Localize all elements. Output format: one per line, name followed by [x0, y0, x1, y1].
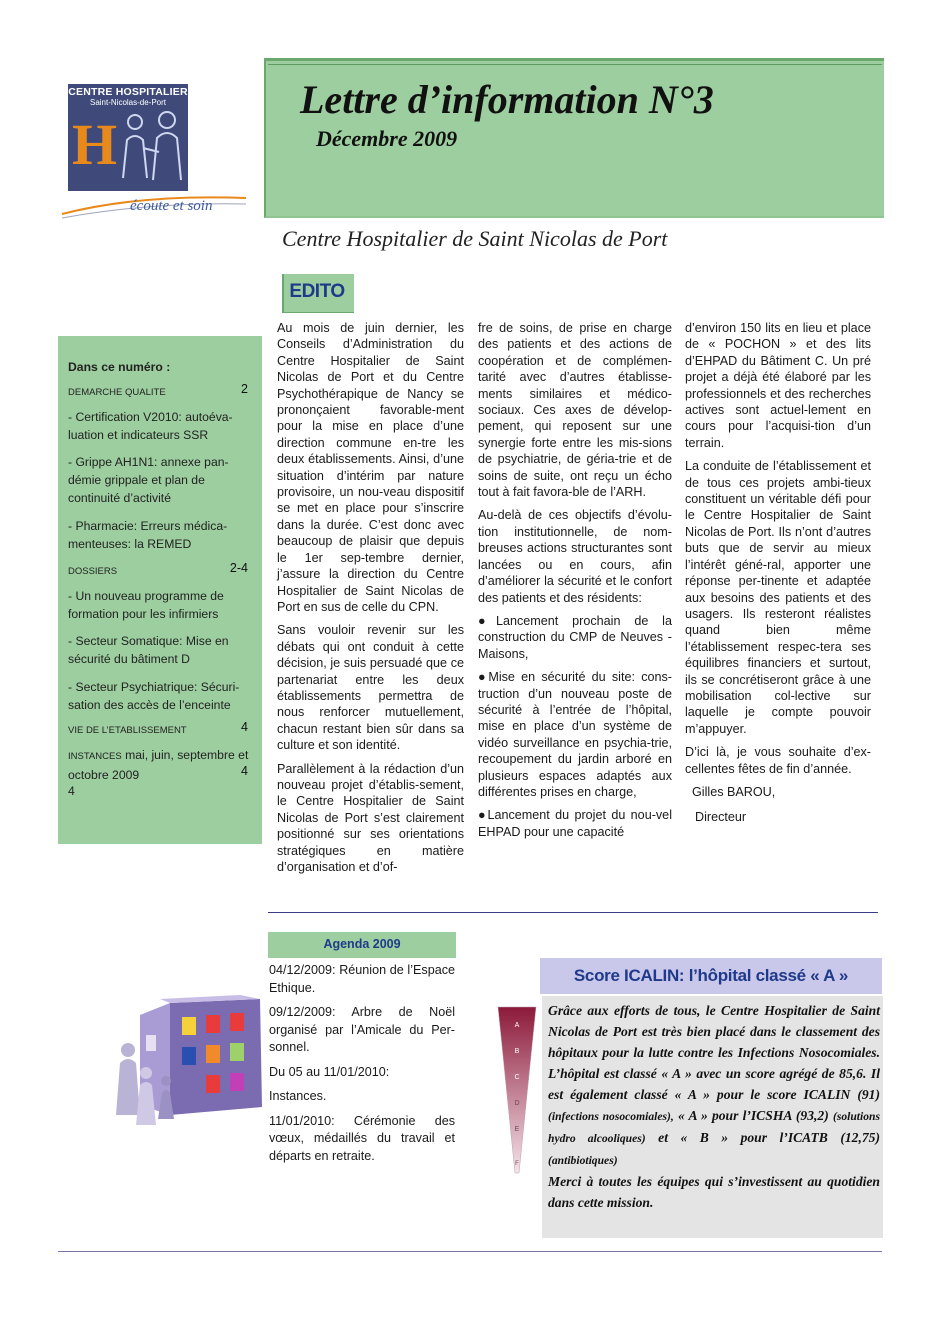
edito-label: EDITO — [289, 281, 345, 302]
agenda-text: Instances. — [269, 1089, 327, 1103]
icalin-text-part: et « B » pour l’ICATB (12,75) — [658, 1130, 881, 1145]
sidebar-section-label: VIE DE L’ETABLISSEMENT — [68, 725, 187, 736]
logo-letter-h: H — [72, 112, 118, 177]
icalin-text — [548, 1000, 880, 1213]
logo-figures-icon — [115, 108, 189, 190]
funnel-letter: E — [514, 1126, 520, 1133]
hospital-building-illustration — [110, 995, 272, 1130]
sidebar-section-page: 2 — [241, 382, 248, 396]
edito-column-3 — [685, 320, 871, 833]
icalin-text-part: (solutions hydro alcooliques) — [548, 1110, 880, 1145]
funnel-letter: A — [514, 1022, 520, 1029]
sidebar-section-label: DOSSIERS — [68, 566, 118, 577]
signature-name: Gilles BAROU, — [692, 784, 776, 799]
instances-text: mai, juin, septembre et octobre 2009 — [68, 748, 249, 782]
sidebar-item: - Certification V2010: autoéva-luation et indicateurs SSR — [68, 410, 233, 442]
funnel-letter: B — [514, 1048, 520, 1055]
edito-bullet: ●Lancement du projet du nou-vel EHPAD pour une capacité — [478, 808, 672, 839]
icalin-text-part: (infections nosocomiales), — [548, 1110, 674, 1123]
agenda-entry — [269, 1113, 455, 1166]
header-rule — [268, 64, 882, 65]
organization-name: Centre Hospitalier de Saint Nicolas de Port — [282, 226, 668, 251]
agenda-date: 11/01/2010: — [269, 1113, 335, 1128]
edito-paragraph: D’ici là, je vous souhaite d’ex-cellentes fêtes de fin d’année. — [685, 745, 871, 776]
instances-page: 4 — [241, 764, 248, 778]
logo-tagline: écoute et soin — [130, 198, 213, 214]
section-divider — [268, 912, 878, 913]
agenda-list — [269, 962, 455, 1172]
agenda-entry — [269, 1064, 455, 1082]
edito-column-2 — [478, 320, 672, 847]
sidebar-contents — [58, 336, 262, 844]
icalin-title: Score ICALIN: l’hôpital classé « A » — [573, 966, 849, 985]
footer-divider — [58, 1251, 882, 1252]
sidebar-item: - Un nouveau programme de formation pour les infirmiers — [68, 589, 224, 621]
sidebar-item: - Grippe AH1N1: annexe pan-démie grippale et plan de continuité d’activité — [68, 455, 229, 505]
agenda-text: Cérémonie des vœux, médaillés du travail et départs en retraite. — [269, 1113, 456, 1163]
funnel-letter: F — [515, 1161, 519, 1167]
sidebar-section-page: 4 — [241, 720, 248, 734]
page-title: Lettre d’information N°3 — [300, 77, 714, 122]
logo-name: CENTRE HOSPITALIER — [68, 86, 188, 98]
issue-date: Décembre 2009 — [316, 126, 458, 151]
sidebar-title: Dans ce numéro : — [68, 360, 171, 374]
edito-paragraph: Au mois de juin dernier, les Conseils d’Administration du Centre Hospitalier de Saint Nicolas de Port et du Centre Psychothérapique de Nancy se prononçaient favorable-ment pour la mise en place d’une direction commune en-tre les deux établissements. Ainsi, d’une situation d’intérim par nature provisoire, un nou-veau dispositif se met en place pour s’inscrire dans la durée. C’est donc avec beaucoup de plaisir que depuis le 1er sep-tembre dernier, j’assure la direction du Centre Hospitalier de Saint Nicolas de Port en sus de celle du CPN. — [277, 321, 464, 614]
sidebar-item: - Secteur Somatique: Mise en sécurité du bâtiment D — [68, 634, 229, 666]
edito-paragraph: Parallèlement à la rédaction d’un nouveau projet d’établis-sement, le Centre Hospitalier de Saint Nicolas de Port s’est clairement positionné sur ses orientations stratégiques en matière d’organisation et d’of- — [277, 761, 464, 874]
edito-paragraph: fre de soins, de prise en charge des patients et des actions de coopération et de complémen-tarité avec d’autres établisse-ments similaires et médico-sociaux. Ces axes de dévelop-pement, qui reposent sur une synergie forte entre les mis-sions de psychiatrie, de géria-trie et de soins de suite, ont reçu un écho tout à fait favora-ble de l’ARH. — [478, 321, 672, 500]
instances-page-repeat: 4 — [68, 784, 75, 798]
agenda-title: Agenda 2009 — [323, 937, 401, 951]
icalin-text-part: Grâce aux efforts de tous, le Centre Hospitalier de Saint Nicolas de Port est très bien placé dans le classement des hôpitaux pour la lutte contre les Infections Nosocomiales. L’hôpital est classé « A » avec un score agrégé de 85,6. Il est également classé « A » pour le score ICALIN (91) — [548, 1003, 880, 1102]
edito-paragraph: d’environ 150 lits en lieu et place de « POCHON » et des lits d’EHPAD du Bâtiment C. Un pré projet a déjà été élaboré par les professionnels et des recherches actives sont actuel-lement en cours pour l’acquisi-tion d’un terrain. — [685, 321, 871, 450]
sidebar-section-page: 2-4 — [229, 561, 248, 575]
logo-subname: Saint-Nicolas-de-Port — [89, 98, 167, 107]
sidebar-item: - Pharmacie: Erreurs médica-menteuses: la REMED — [68, 519, 228, 551]
agenda-date: Du 05 au 11/01/2010 — [269, 1064, 386, 1079]
sidebar-instances — [68, 746, 258, 784]
agenda-text: Arbre de Noël organisé par l’Amicale du Per-sonnel. — [269, 1005, 455, 1054]
funnel-letter: C — [514, 1074, 520, 1081]
agenda-text: : — [385, 1064, 390, 1079]
agenda-entry — [269, 1088, 455, 1106]
agenda-date: 04/12/2009: — [269, 963, 336, 977]
agenda-text: Réunion de l’Espace Ethique. — [269, 963, 455, 995]
icalin-text-part: « A » pour l’ICSHA (93,2) — [677, 1108, 829, 1123]
agenda-date: 09/12/2009: — [269, 1005, 336, 1019]
edito-bullet: ●Mise en sécurité du site: cons-truction d’un nouveau poste de sécurité à l’entrée de l’hôpital, mise en place d’un système de vidéo surveillance en psychia-trie, recoupement du jardin arboré en plusieurs espaces adaptés aux différentes prises en charge, — [478, 670, 672, 799]
icalin-text-part: (antibiotiques) — [548, 1154, 618, 1167]
agenda-entry — [269, 1004, 455, 1057]
agenda-entry — [269, 962, 455, 997]
icalin-text-part: Merci à toutes les équipes qui s’investissent au quotidien dans cette mission. — [548, 1174, 880, 1210]
funnel-letter: D — [514, 1100, 520, 1107]
edito-bullet: ●Lancement prochain de la construction du CMP de Neuves -Maisons, — [478, 613, 672, 661]
edito-paragraph: Sans vouloir revenir sur les débats qui ont conduit à cette décision, je suis persuadé que ce partenariat entre les deux établissements permettra de nous renforcer mutuellement, chacun restant bien sûr dans sa culture et son identité. — [277, 623, 464, 753]
sidebar-section-label: DEMARCHE QUALITE — [68, 387, 166, 398]
instances-label: INSTANCES — [68, 751, 122, 762]
edito-paragraph: La conduite de l’établissement et de tous ces projets ambi-tieux constituent un véritable défi pour le Centre Hospitalier de Saint Nicolas de Port. Ils n’ont d’autres buts que de servir au mieux l’intérêt géné-ral, apporter une réponse per-tinente et adaptée aux besoins des patients et des usagers. Ils resteront réalistes quand bien même l’établissement respec-tera ses équilibres financiers et surtout, ils se concrétiseront grâce à une mobilisation col-lective sur laquelle je compte pouvoir m’appuyer. — [685, 459, 871, 736]
edito-paragraph: Au-delà de ces objectifs d’évolu-tion institutionnelle, de nom-breuses actions structurantes sont lancées ou en cours, afin d’améliorer la sécurité et le confort des patients et des résidents: — [478, 508, 672, 605]
score-funnel-icon — [496, 1005, 538, 1175]
edito-column-1 — [277, 320, 464, 882]
signature-title: Directeur — [695, 810, 747, 825]
sidebar-item: - Secteur Psychiatrique: Sécuri-sation des accès de l’enceinte — [68, 680, 240, 712]
